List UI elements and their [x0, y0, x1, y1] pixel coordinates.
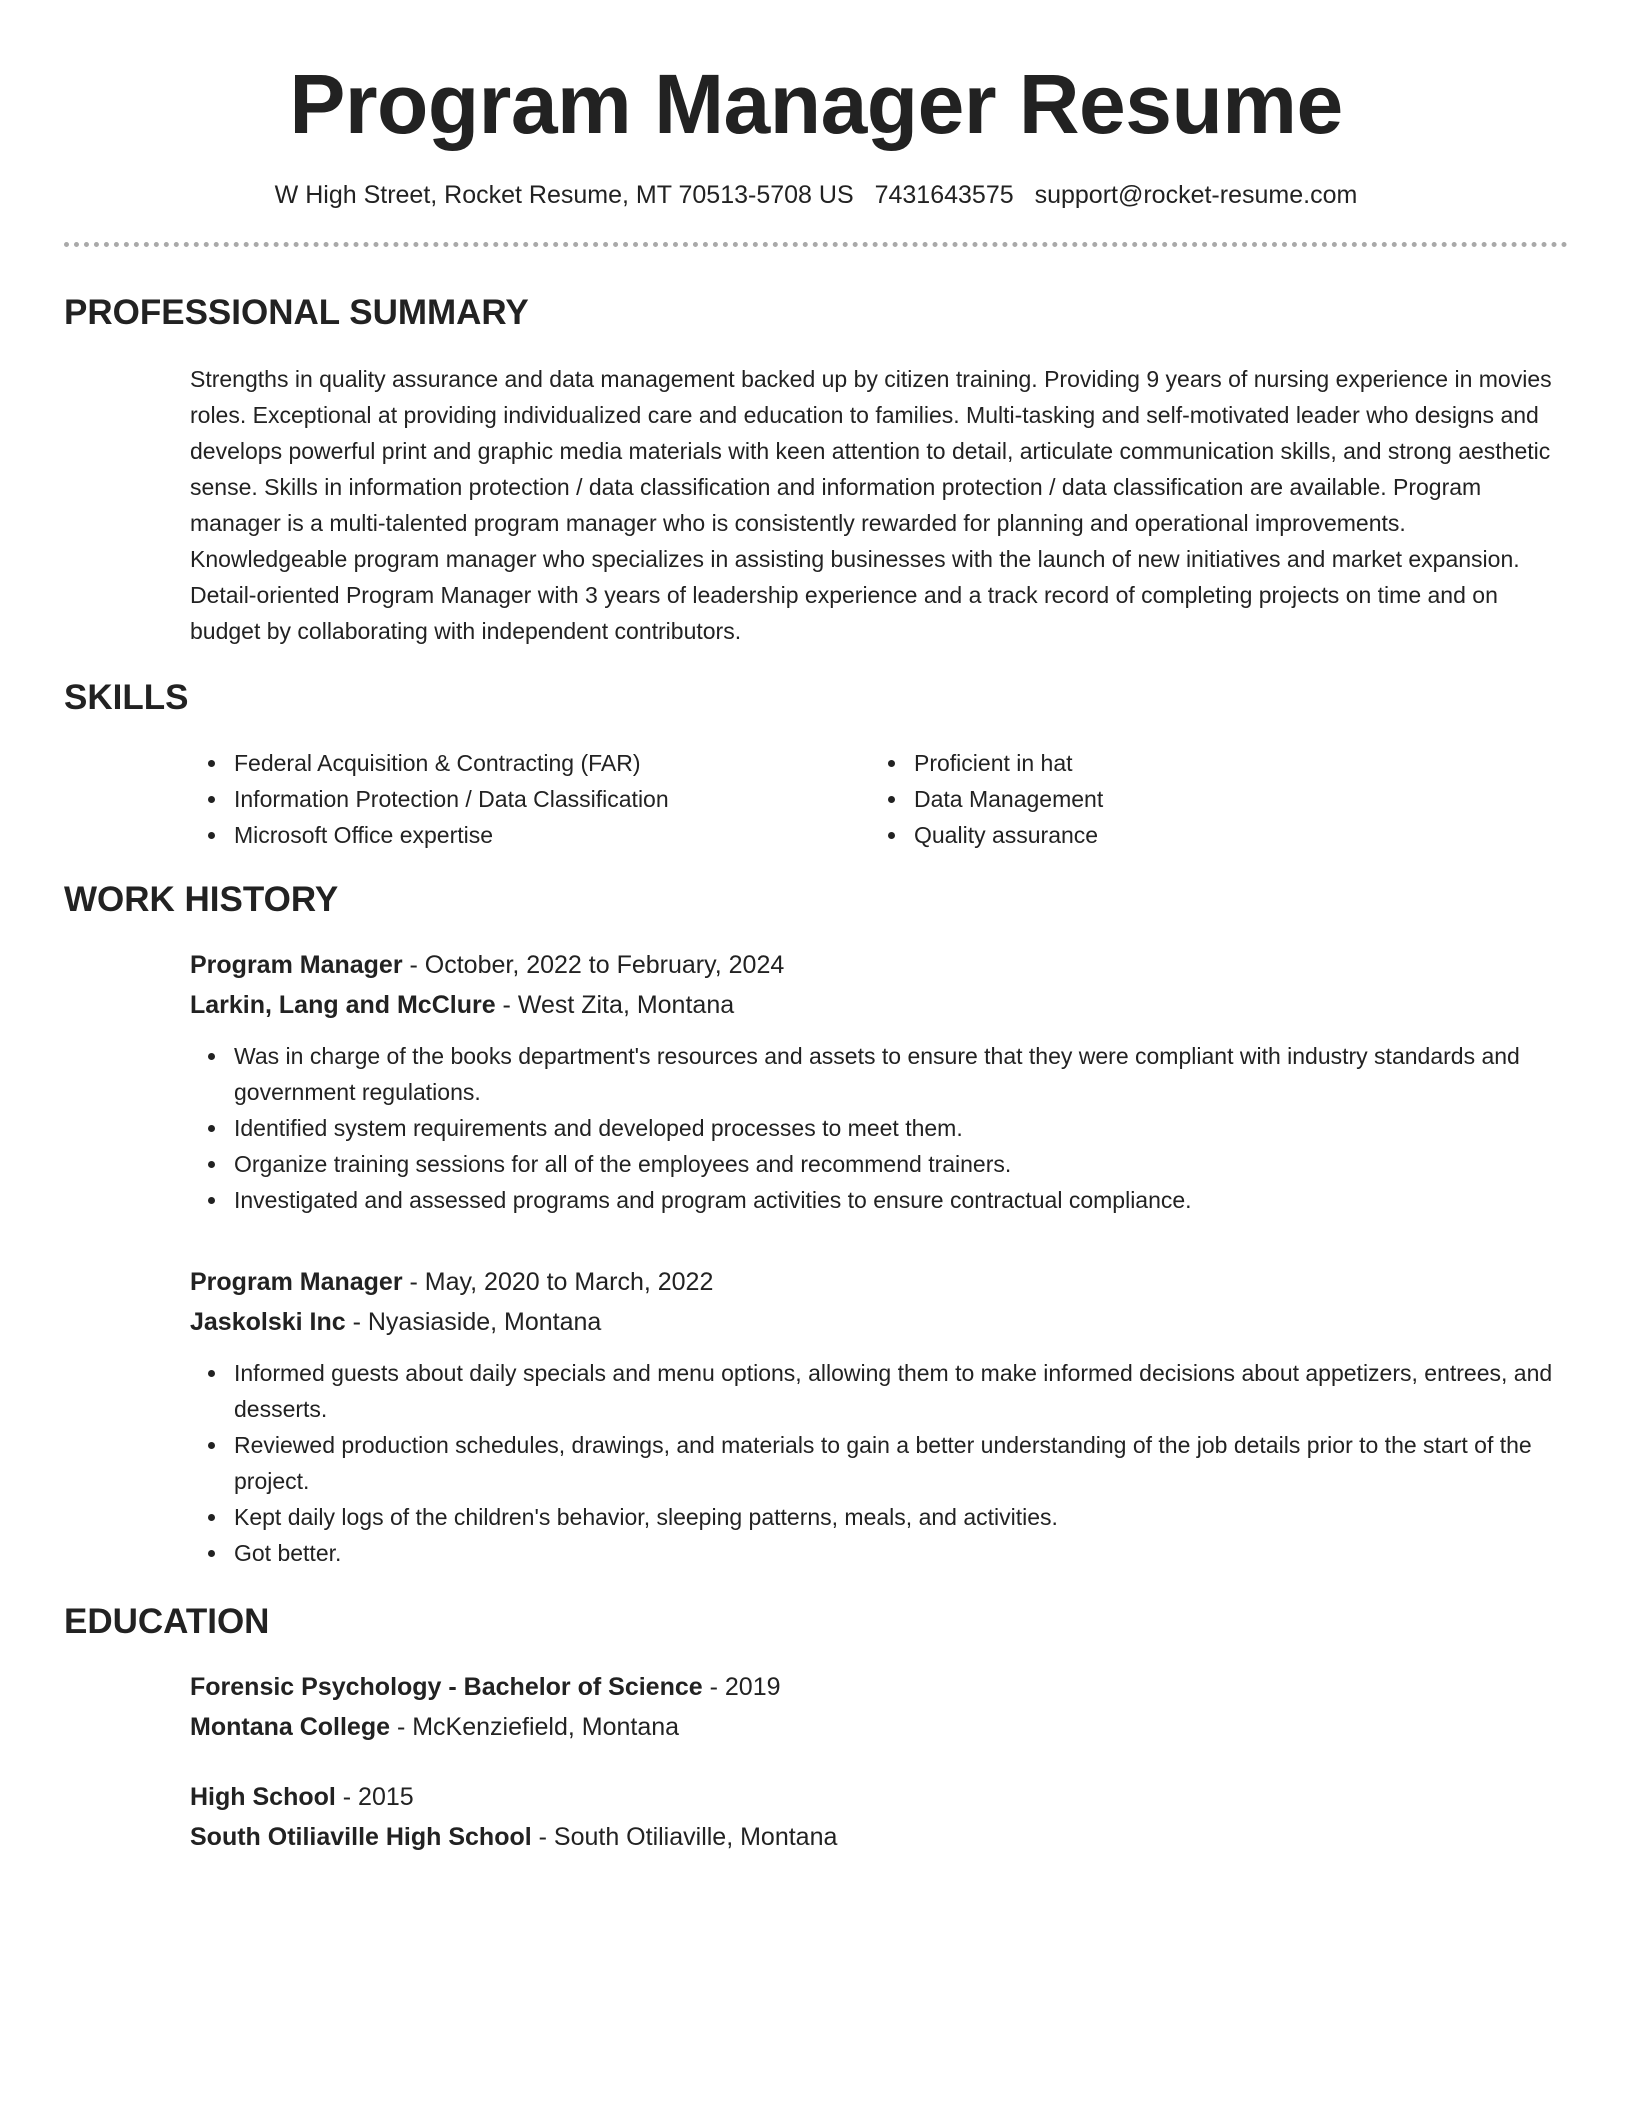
education-location: - McKenziefield, Montana — [390, 1713, 680, 1741]
education-school-line — [190, 1817, 1560, 1857]
job-entry — [190, 945, 1560, 1218]
skills-section — [190, 745, 1560, 853]
skills-column-right — [870, 745, 1550, 853]
education-degree-line — [190, 1777, 1560, 1817]
job-title-line — [190, 945, 1560, 985]
education-entry — [190, 1667, 1560, 1747]
education-entry — [190, 1777, 1560, 1857]
job-company-line — [190, 1302, 1560, 1342]
job-duties — [190, 1355, 1560, 1571]
job-dates: - May, 2020 to March, 2022 — [402, 1268, 714, 1296]
skills-list-right — [870, 745, 1550, 853]
job-title: Program Manager — [190, 1268, 403, 1296]
job-location: - Nyasiaside, Montana — [345, 1308, 602, 1336]
contact-email: support@rocket-resume.com — [1034, 181, 1358, 209]
job-duty-item: Reviewed production schedules, drawings, and materials to gain a better understanding of the job details prior to the start of the project. — [234, 1427, 1560, 1499]
header-divider — [64, 242, 1568, 247]
skill-item: Federal Acquisition & Contracting (FAR) — [234, 745, 870, 781]
skill-item: Proficient in hat — [914, 745, 1550, 781]
job-entry — [190, 1262, 1560, 1571]
education-year: - 2019 — [702, 1673, 781, 1701]
education-location: - South Otiliaville, Montana — [531, 1823, 838, 1851]
contact-phone: 7431643575 — [874, 181, 1014, 209]
education-school: South Otiliaville High School — [190, 1823, 532, 1851]
education-section — [190, 1667, 1560, 1857]
job-duty-item: Kept daily logs of the children's behavior, sleeping patterns, meals, and activities. — [234, 1499, 1560, 1535]
job-duty-item: Got better. — [234, 1535, 1560, 1571]
section-heading-summary: PROFESSIONAL SUMMARY — [64, 293, 529, 332]
education-school-line — [190, 1707, 1560, 1747]
job-company: Larkin, Lang and McClure — [190, 991, 496, 1019]
section-heading-skills: SKILLS — [64, 678, 189, 717]
section-heading-education: EDUCATION — [64, 1602, 270, 1641]
skill-item: Information Protection / Data Classification — [234, 781, 870, 817]
skills-list-left — [190, 745, 870, 853]
job-duty-item: Investigated and assessed programs and program activities to ensure contractual compliance. — [234, 1182, 1560, 1218]
education-degree: High School — [190, 1783, 336, 1811]
job-location: - West Zita, Montana — [495, 991, 735, 1019]
job-company: Jaskolski Inc — [190, 1308, 346, 1336]
contact-info — [64, 180, 1568, 210]
section-heading-work: WORK HISTORY — [64, 880, 339, 919]
job-title-line — [190, 1262, 1560, 1302]
work-section — [190, 945, 1560, 1571]
job-duty-item: Was in charge of the books department's resources and assets to ensure that they were compliant with industry standards and government regulations. — [234, 1038, 1560, 1110]
page-title: Program Manager Resume — [289, 57, 1343, 151]
job-dates: - October, 2022 to February, 2024 — [402, 951, 785, 979]
skill-item: Quality assurance — [914, 817, 1550, 853]
skills-column-left — [190, 745, 870, 853]
job-duty-item: Identified system requirements and developed processes to meet them. — [234, 1110, 1560, 1146]
skill-item: Data Management — [914, 781, 1550, 817]
skill-item: Microsoft Office expertise — [234, 817, 870, 853]
job-title: Program Manager — [190, 951, 403, 979]
job-duty-item: Organize training sessions for all of the employees and recommend trainers. — [234, 1146, 1560, 1182]
job-duty-item: Informed guests about daily specials and menu options, allowing them to make informed decisions about appetizers, entrees, and desserts. — [234, 1355, 1560, 1427]
education-degree: Forensic Psychology - Bachelor of Science — [190, 1673, 703, 1701]
job-duties — [190, 1038, 1560, 1218]
summary-text: Strengths in quality assurance and data management backed up by citizen training. Providing 9 years of nursing experience in movies roles. Exceptional at providing individualized care and education to families. Multi-tasking and self-motivated leader who designs and develops powerful print and graphic media materials with keen attention to detail, articulate communication skills, and strong aesthetic sense. Skills in information protection / data classification and information protection / data classification are available. Program manager is a multi-talented program manager who is consistently rewarded for planning and operational improvements. Knowledgeable program manager who specializes in assisting businesses with the launch of new initiatives and market expansion. Detail-oriented Program Manager with 3 years of leadership experience and a track record of completing projects on time and on budget by collaborating with independent contributors. — [190, 366, 1552, 644]
education-school: Montana College — [190, 1713, 391, 1741]
contact-address: W High Street, Rocket Resume, MT 70513-5708 US — [274, 181, 854, 209]
job-company-line — [190, 985, 1560, 1025]
education-year: - 2015 — [335, 1783, 414, 1811]
education-degree-line — [190, 1667, 1560, 1707]
summary-section — [190, 361, 1560, 649]
